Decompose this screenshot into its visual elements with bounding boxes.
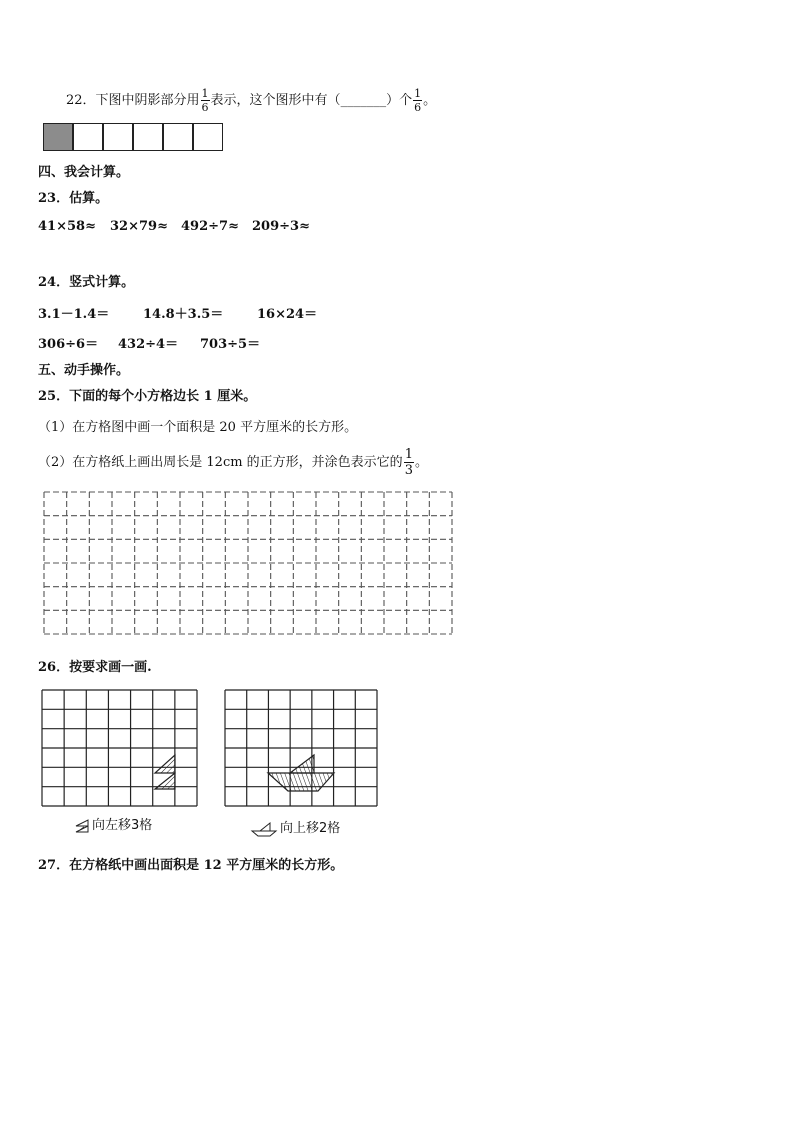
q22-fraction-strip xyxy=(43,123,225,151)
q23-title: 23．估算。 xyxy=(38,191,109,206)
strip-cell xyxy=(163,123,193,151)
q24-item: 703÷5＝ xyxy=(200,337,261,352)
q24-item: 16×24＝ xyxy=(257,307,318,322)
q22-fraction-1: $\frac{1}{6}$ xyxy=(201,87,209,114)
q25-part-2: （2）在方格纸上画出周长是 12cm 的正方形，并涂色表示它的 $\frac{1}{3}$ 。 xyxy=(38,447,428,478)
q24-item: 14.8＋3.5＝ xyxy=(143,307,224,322)
q25-part-1: （1）在方格图中画一个面积是 20 平方厘米的长方形。 xyxy=(38,420,358,435)
q22-mid: 表示，这个图形中有（ xyxy=(210,93,341,108)
q23-item: 209÷3≈ xyxy=(252,219,310,234)
strip-cell xyxy=(103,123,133,151)
q24-item: 306÷6＝ xyxy=(38,337,99,352)
q23-item: 41×58≈ xyxy=(38,219,96,234)
section-4-heading: 四、我会计算。 xyxy=(38,165,130,180)
strip-cell-shaded xyxy=(43,123,73,151)
q25-dashed-grid[interactable] xyxy=(42,490,456,638)
q23-item: 492÷7≈ xyxy=(181,219,239,234)
boat-icon xyxy=(250,821,280,837)
q26-left-caption: 向左移3格 xyxy=(72,814,152,834)
q22-answer-blank[interactable]: _______ xyxy=(340,93,387,108)
strip-cell xyxy=(73,123,103,151)
flag-shape xyxy=(155,773,175,789)
section-5-heading: 五、动手操作。 xyxy=(38,363,130,378)
flag-shape xyxy=(155,755,175,773)
q27-title: 27．在方格纸中画出面积是 12 平方厘米的长方形。 xyxy=(38,858,344,873)
flag-icon xyxy=(72,818,92,834)
q22-line: 22．下图中阴影部分用 $\frac{1}{6}$ 表示，这个图形中有（_______）个 $\frac{1}{6}$ 。 xyxy=(66,87,437,114)
boat-sail-shape xyxy=(290,755,314,773)
q22-after: ）个 xyxy=(386,93,413,108)
q23-item: 32×79≈ xyxy=(110,219,168,234)
q26-right-caption: 向上移2格 xyxy=(250,817,340,837)
q26-title: 26．按要求画一画. xyxy=(38,660,152,675)
q24-item: 3.1－1.4＝ xyxy=(38,307,110,322)
q24-item: 432÷4＝ xyxy=(118,337,179,352)
boat-shape xyxy=(268,773,334,791)
q25-fraction: $\frac{1}{3}$ xyxy=(404,447,413,478)
q25-title: 25．下面的每个小方格边长 1 厘米。 xyxy=(38,389,257,404)
strip-cell xyxy=(193,123,223,151)
q26-right-grid[interactable] xyxy=(224,689,380,809)
q22-prefix: 22．下图中阴影部分用 xyxy=(66,93,200,108)
q24-title: 24．竖式计算。 xyxy=(38,275,135,290)
q26-left-grid[interactable] xyxy=(41,689,201,809)
q22-fraction-2: $\frac{1}{6}$ xyxy=(414,87,422,114)
strip-cell xyxy=(133,123,163,151)
